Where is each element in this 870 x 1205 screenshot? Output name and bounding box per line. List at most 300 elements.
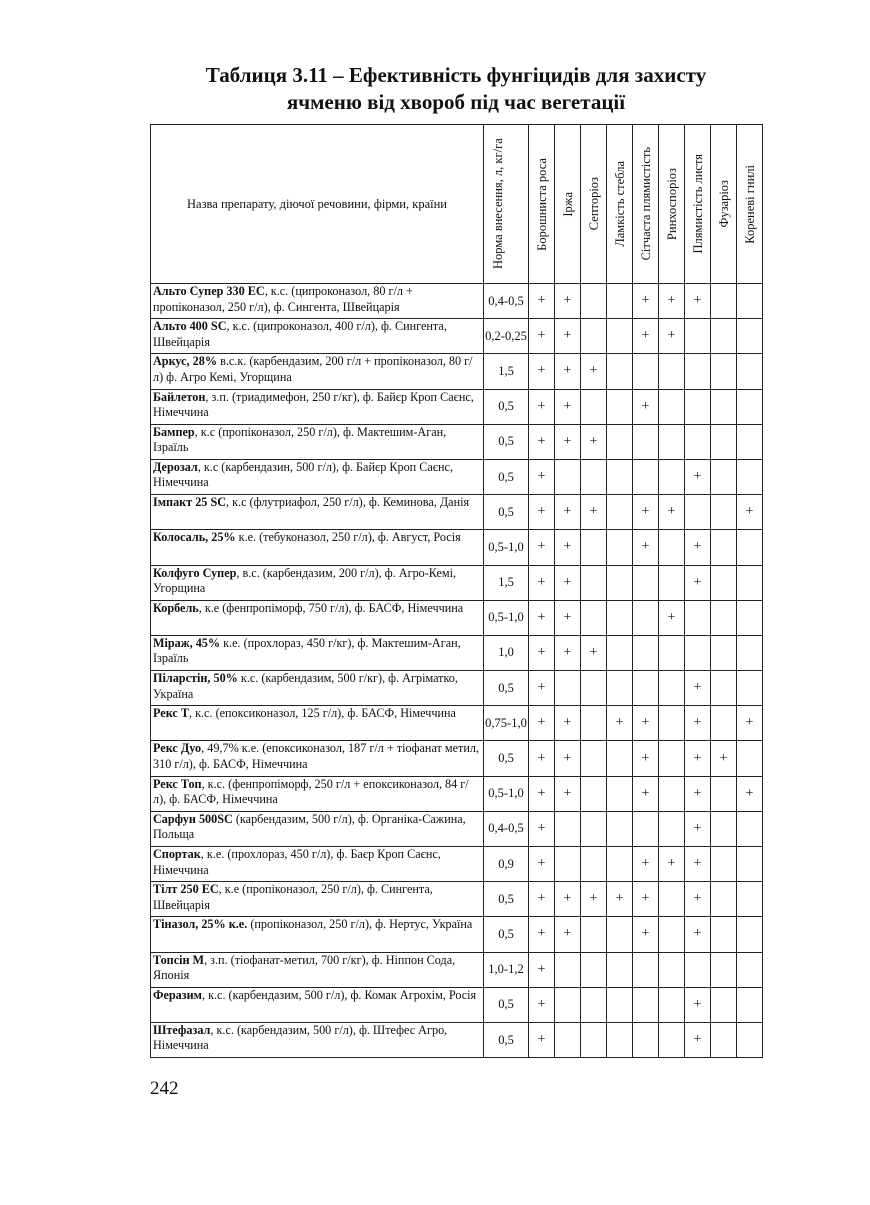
efficacy-mark — [633, 811, 659, 846]
application-rate: 0,5 — [484, 495, 529, 530]
table-row — [151, 354, 763, 389]
application-rate: 0,5 — [484, 389, 529, 424]
product-description: (пропіконазол, 250 г/л), ф. Нертус, Україна — [247, 917, 473, 932]
efficacy-mark — [711, 354, 737, 389]
efficacy-mark — [555, 987, 581, 1022]
efficacy-mark — [633, 424, 659, 459]
product-description: , з.п. (триадимефон, 250 г/кг), ф. Байєр Кроп Саєнс, Німеччина — [153, 389, 474, 420]
table-row — [151, 600, 763, 635]
efficacy-mark: + — [685, 530, 711, 565]
efficacy-mark — [659, 565, 685, 600]
efficacy-mark — [607, 459, 633, 494]
efficacy-mark — [685, 495, 711, 530]
efficacy-mark — [581, 917, 607, 952]
product-cell — [151, 459, 484, 494]
product-name: Дерозал — [153, 459, 198, 474]
efficacy-mark — [607, 811, 633, 846]
table-row — [151, 671, 763, 706]
product-name: Корбель — [153, 600, 199, 615]
efficacy-mark — [555, 811, 581, 846]
efficacy-mark: + — [529, 354, 555, 389]
efficacy-mark: + — [555, 424, 581, 459]
efficacy-mark — [737, 319, 763, 354]
efficacy-mark — [659, 635, 685, 670]
efficacy-mark: + — [633, 882, 659, 917]
efficacy-mark — [711, 635, 737, 670]
header-disease: Фузаріоз — [711, 125, 737, 284]
efficacy-mark — [659, 1022, 685, 1057]
table-row — [151, 530, 763, 565]
application-rate: 0,4-0,5 — [484, 811, 529, 846]
product-cell — [151, 530, 484, 565]
efficacy-mark: + — [529, 389, 555, 424]
efficacy-mark: + — [529, 847, 555, 882]
product-name: Міраж, 45% — [153, 635, 221, 650]
efficacy-mark — [711, 424, 737, 459]
efficacy-mark — [711, 600, 737, 635]
efficacy-mark: + — [529, 459, 555, 494]
efficacy-mark — [685, 389, 711, 424]
product-cell — [151, 600, 484, 635]
efficacy-mark — [685, 424, 711, 459]
efficacy-mark: + — [555, 741, 581, 776]
efficacy-mark: + — [555, 776, 581, 811]
efficacy-mark — [581, 530, 607, 565]
efficacy-mark — [737, 389, 763, 424]
efficacy-mark — [659, 952, 685, 987]
product-name: Тілт 250 ЕС — [153, 882, 219, 897]
efficacy-mark — [737, 530, 763, 565]
efficacy-mark — [685, 600, 711, 635]
efficacy-mark: + — [555, 354, 581, 389]
efficacy-mark: + — [737, 706, 763, 741]
efficacy-mark: + — [555, 319, 581, 354]
efficacy-mark — [711, 917, 737, 952]
efficacy-mark — [737, 917, 763, 952]
product-cell — [151, 987, 484, 1022]
table-row — [151, 706, 763, 741]
application-rate: 0,2-0,25 — [484, 319, 529, 354]
efficacy-mark: + — [685, 917, 711, 952]
product-description: , к.с. (ципроконазол, 80 г/л + пропіконазол, 250 г/л), ф. Сингента, Швейцарія — [153, 284, 413, 314]
efficacy-mark — [659, 776, 685, 811]
efficacy-mark — [555, 671, 581, 706]
efficacy-mark: + — [685, 1022, 711, 1057]
table-title — [150, 62, 762, 116]
efficacy-mark — [737, 741, 763, 776]
application-rate: 1,5 — [484, 565, 529, 600]
efficacy-mark — [607, 284, 633, 319]
product-description: , к.с (карбендазин, 500 г/л), ф. Байєр Кроп Саєнс, Німеччина — [153, 459, 453, 490]
efficacy-mark — [581, 776, 607, 811]
efficacy-mark — [685, 952, 711, 987]
efficacy-mark — [607, 424, 633, 459]
product-description: , к.е. (прохлораз, 450 г/л), ф. Баєр Кроп Саєнс, Німеччина — [153, 847, 441, 877]
product-cell — [151, 671, 484, 706]
efficacy-mark — [711, 284, 737, 319]
efficacy-mark — [581, 600, 607, 635]
efficacy-mark — [711, 389, 737, 424]
efficacy-mark: + — [529, 811, 555, 846]
efficacy-mark — [659, 354, 685, 389]
efficacy-mark — [607, 987, 633, 1022]
application-rate: 0,5-1,0 — [484, 776, 529, 811]
efficacy-mark — [581, 952, 607, 987]
product-description: , к.е (пропіконазол, 250 г/л), ф. Сингента, Швейцарія — [153, 882, 433, 912]
efficacy-mark — [633, 1022, 659, 1057]
table-row — [151, 459, 763, 494]
efficacy-mark — [659, 882, 685, 917]
product-cell — [151, 811, 484, 846]
table-row — [151, 495, 763, 530]
efficacy-mark — [633, 671, 659, 706]
efficacy-mark: + — [685, 671, 711, 706]
table-row — [151, 741, 763, 776]
efficacy-mark — [737, 284, 763, 319]
application-rate: 0,5 — [484, 882, 529, 917]
efficacy-mark — [737, 459, 763, 494]
efficacy-mark — [659, 706, 685, 741]
efficacy-mark — [581, 1022, 607, 1057]
efficacy-mark — [659, 671, 685, 706]
efficacy-mark — [607, 776, 633, 811]
efficacy-mark — [607, 917, 633, 952]
application-rate: 0,5-1,0 — [484, 600, 529, 635]
header-name: Назва препарату, діючої речовини, фірми, країни — [151, 125, 484, 284]
product-name: Альто Супер 330 ЕС — [153, 284, 265, 298]
table-row — [151, 917, 763, 952]
efficacy-mark — [737, 987, 763, 1022]
efficacy-mark — [607, 565, 633, 600]
efficacy-mark — [633, 565, 659, 600]
efficacy-mark — [685, 319, 711, 354]
table-title-line-2: ячменю від хвороб під час вегетації — [286, 90, 626, 114]
header-row — [151, 125, 763, 284]
efficacy-mark: + — [529, 917, 555, 952]
efficacy-mark: + — [737, 776, 763, 811]
product-description: , в.с. (карбендазим, 200 г/л), ф. Агро-Кемі, Угорщина — [153, 565, 457, 595]
efficacy-mark — [737, 565, 763, 600]
efficacy-mark — [659, 389, 685, 424]
efficacy-mark — [659, 530, 685, 565]
product-name: Рекс Т — [153, 706, 189, 721]
efficacy-mark: + — [529, 424, 555, 459]
efficacy-mark — [711, 459, 737, 494]
product-cell — [151, 847, 484, 882]
product-cell — [151, 284, 484, 319]
efficacy-mark — [659, 424, 685, 459]
efficacy-mark — [711, 1022, 737, 1057]
header-disease: Іржа — [555, 125, 581, 284]
table-row — [151, 987, 763, 1022]
table-title-line-1: Таблиця 3.11 – Ефективність фунгіцидів для захисту — [205, 63, 707, 87]
product-cell — [151, 952, 484, 987]
table-row — [151, 847, 763, 882]
product-name: Імпакт 25 SC — [153, 495, 227, 510]
product-cell — [151, 354, 484, 389]
efficacy-mark: + — [555, 389, 581, 424]
efficacy-mark — [737, 847, 763, 882]
header-disease: Ламкість стебла — [607, 125, 633, 284]
efficacy-mark: + — [529, 952, 555, 987]
efficacy-mark: + — [633, 530, 659, 565]
efficacy-mark: + — [685, 847, 711, 882]
product-name: Топсін М — [153, 952, 205, 967]
product-name: Аркус, 28% — [153, 354, 218, 369]
efficacy-mark — [711, 987, 737, 1022]
efficacy-mark — [711, 495, 737, 530]
efficacy-mark: + — [659, 495, 685, 530]
product-name: Спортак — [153, 847, 201, 861]
product-description: , з.п. (тіофанат-метил, 700 г/кг), ф. Ніппон Сода, Японія — [153, 952, 456, 983]
product-name: Штефазал — [153, 1022, 211, 1037]
efficacy-mark: + — [529, 671, 555, 706]
efficacy-mark — [737, 354, 763, 389]
header-disease: Сітчаста плямистість — [633, 125, 659, 284]
efficacy-mark: + — [555, 706, 581, 741]
application-rate: 0,5 — [484, 671, 529, 706]
efficacy-mark — [633, 952, 659, 987]
efficacy-mark — [581, 847, 607, 882]
application-rate: 0,5 — [484, 1022, 529, 1057]
efficacy-mark — [581, 389, 607, 424]
efficacy-mark: + — [529, 565, 555, 600]
table-row — [151, 635, 763, 670]
efficacy-mark: + — [685, 987, 711, 1022]
efficacy-mark: + — [659, 600, 685, 635]
table-row — [151, 952, 763, 987]
table-row — [151, 565, 763, 600]
efficacy-mark — [711, 776, 737, 811]
efficacy-mark: + — [685, 811, 711, 846]
efficacy-mark: + — [633, 706, 659, 741]
header-disease: Септоріоз — [581, 125, 607, 284]
table-row — [151, 389, 763, 424]
product-description: , к.с (пропіконазол, 250 г/л), ф. Мактешим-Аган, Ізраїль — [153, 424, 447, 455]
efficacy-mark — [633, 459, 659, 494]
efficacy-mark: + — [581, 635, 607, 670]
efficacy-mark — [555, 847, 581, 882]
product-description: , к.с. (карбендазим, 500 г/л), ф. Комак Агрохім, Росія — [201, 987, 477, 1002]
product-name: Рекс Дуо — [153, 741, 202, 756]
efficacy-mark — [581, 671, 607, 706]
efficacy-mark: + — [529, 987, 555, 1022]
efficacy-mark — [555, 1022, 581, 1057]
application-rate: 0,4-0,5 — [484, 284, 529, 319]
product-description: , к.с (флутриафол, 250 г/л), ф. Кеминова, Данія — [226, 495, 470, 510]
efficacy-mark: + — [659, 319, 685, 354]
product-description: , 49,7% к.е. (епоксиконазол, 187 г/л + тіофанат метил, 310 г/л), ф. БАСФ, Німеччина — [153, 741, 480, 771]
efficacy-mark: + — [555, 495, 581, 530]
product-name: Піларстін, 50% — [153, 671, 238, 686]
efficacy-mark: + — [555, 917, 581, 952]
efficacy-mark — [711, 847, 737, 882]
efficacy-mark: + — [581, 424, 607, 459]
header-disease: Кореневі гнилі — [737, 125, 763, 284]
efficacy-mark — [607, 389, 633, 424]
page-number: 242 — [150, 1078, 179, 1099]
efficacy-mark: + — [607, 882, 633, 917]
product-cell — [151, 424, 484, 459]
efficacy-mark: + — [685, 565, 711, 600]
efficacy-mark: + — [685, 459, 711, 494]
efficacy-mark: + — [633, 495, 659, 530]
efficacy-mark: + — [633, 776, 659, 811]
efficacy-mark — [607, 319, 633, 354]
efficacy-mark: + — [685, 776, 711, 811]
efficacy-mark: + — [685, 284, 711, 319]
efficacy-mark: + — [633, 847, 659, 882]
product-name: Бампер — [153, 424, 195, 439]
application-rate: 0,5 — [484, 459, 529, 494]
product-name: Колфуго Супер — [153, 565, 237, 580]
efficacy-mark — [737, 424, 763, 459]
product-cell — [151, 635, 484, 670]
efficacy-mark: + — [529, 706, 555, 741]
table-row — [151, 1022, 763, 1057]
product-cell — [151, 1022, 484, 1057]
efficacy-mark — [581, 459, 607, 494]
product-cell — [151, 319, 484, 354]
application-rate: 0,75-1,0 — [484, 706, 529, 741]
efficacy-mark: + — [529, 1022, 555, 1057]
efficacy-mark: + — [555, 600, 581, 635]
efficacy-mark — [659, 741, 685, 776]
product-cell — [151, 882, 484, 917]
efficacy-mark — [685, 635, 711, 670]
efficacy-mark — [633, 354, 659, 389]
efficacy-mark — [581, 319, 607, 354]
efficacy-mark — [581, 565, 607, 600]
application-rate: 0,5 — [484, 741, 529, 776]
efficacy-mark — [737, 635, 763, 670]
table-row — [151, 882, 763, 917]
efficacy-mark — [581, 811, 607, 846]
efficacy-mark: + — [633, 389, 659, 424]
efficacy-mark — [607, 600, 633, 635]
efficacy-mark — [607, 530, 633, 565]
efficacy-mark: + — [633, 917, 659, 952]
header-disease: Ринхоспоріоз — [659, 125, 685, 284]
product-description: , к.с. (епоксиконазол, 125 г/л), ф. БАСФ, Німеччина — [189, 706, 456, 721]
efficacy-mark — [633, 600, 659, 635]
product-description: , к.с. (ципроконазол, 400 г/л), ф. Сингента, Швейцарія — [153, 319, 447, 349]
efficacy-mark — [737, 882, 763, 917]
efficacy-mark — [737, 952, 763, 987]
efficacy-mark — [659, 459, 685, 494]
efficacy-mark: + — [581, 882, 607, 917]
efficacy-mark: + — [633, 319, 659, 354]
efficacy-mark: + — [529, 284, 555, 319]
header-disease: Борошниста роса — [529, 125, 555, 284]
efficacy-mark: + — [581, 354, 607, 389]
product-description: к.е. (прохлораз, 450 г/кг), ф. Мактешим-Аган, Ізраїль — [153, 635, 461, 666]
efficacy-mark — [737, 811, 763, 846]
efficacy-mark: + — [685, 706, 711, 741]
efficacy-mark: + — [659, 284, 685, 319]
efficacy-mark — [659, 987, 685, 1022]
header-disease: Плямистість листя — [685, 125, 711, 284]
efficacy-mark: + — [633, 284, 659, 319]
efficacy-mark — [555, 952, 581, 987]
application-rate: 0,5 — [484, 987, 529, 1022]
efficacy-mark: + — [555, 635, 581, 670]
application-rate: 1,0 — [484, 635, 529, 670]
product-description: , к.е (фенпропіморф, 750 г/л), ф. БАСФ, Німеччина — [198, 600, 464, 615]
efficacy-mark — [607, 635, 633, 670]
application-rate: 0,5 — [484, 917, 529, 952]
efficacy-mark — [607, 952, 633, 987]
efficacy-mark — [607, 495, 633, 530]
table-body — [151, 284, 763, 1058]
product-description: к.е. (тебуконазол, 250 г/л), ф. Август, Росія — [235, 530, 461, 545]
efficacy-mark — [711, 671, 737, 706]
efficacy-mark — [659, 811, 685, 846]
efficacy-mark — [711, 530, 737, 565]
efficacy-mark — [555, 459, 581, 494]
efficacy-mark — [607, 1022, 633, 1057]
product-name: Тіназол, 25% к.е. — [153, 917, 248, 932]
efficacy-mark — [581, 987, 607, 1022]
efficacy-mark — [737, 671, 763, 706]
product-cell — [151, 741, 484, 776]
product-description: в.с.к. (карбендазим, 200 г/л + пропіконазол, 80 г/л) ф. Агро Кемі, Угорщина — [153, 354, 473, 384]
efficacy-mark — [581, 706, 607, 741]
efficacy-mark: + — [555, 284, 581, 319]
table-row — [151, 284, 763, 319]
efficacy-mark: + — [529, 776, 555, 811]
efficacy-mark — [659, 917, 685, 952]
efficacy-mark — [633, 635, 659, 670]
product-description: , к.с. (карбендазим, 500 г/л), ф. Штефес Агро, Німеччина — [153, 1022, 448, 1053]
application-rate: 0,5 — [484, 424, 529, 459]
efficacy-mark — [711, 706, 737, 741]
efficacy-mark: + — [711, 741, 737, 776]
efficacy-mark: + — [607, 706, 633, 741]
table-row — [151, 424, 763, 459]
efficacy-mark: + — [555, 565, 581, 600]
product-description: (карбендазим, 500 г/л), ф. Органіка-Сажина, Польща — [153, 811, 466, 842]
table-row — [151, 319, 763, 354]
efficacy-mark — [737, 600, 763, 635]
application-rate: 0,5-1,0 — [484, 530, 529, 565]
header-rate: Норма внесення, л, кг/га — [484, 125, 529, 284]
product-description: к.с. (карбендазим, 500 г/кг), ф. Агріматко, Україна — [153, 671, 458, 701]
efficacy-mark: + — [633, 741, 659, 776]
efficacy-mark — [581, 741, 607, 776]
efficacy-mark: + — [529, 635, 555, 670]
efficacy-mark: + — [529, 530, 555, 565]
efficacy-mark: + — [555, 882, 581, 917]
efficacy-mark: + — [581, 495, 607, 530]
efficacy-mark: + — [529, 600, 555, 635]
efficacy-mark: + — [529, 882, 555, 917]
efficacy-mark: + — [529, 319, 555, 354]
product-name: Рекс Топ — [153, 776, 202, 791]
table-row — [151, 776, 763, 811]
product-cell — [151, 389, 484, 424]
efficacy-mark: + — [685, 741, 711, 776]
efficacy-mark: + — [529, 741, 555, 776]
efficacy-mark — [711, 319, 737, 354]
efficacy-mark: + — [659, 847, 685, 882]
application-rate: 1,0-1,2 — [484, 952, 529, 987]
efficacy-mark — [737, 1022, 763, 1057]
table-row — [151, 811, 763, 846]
efficacy-mark — [607, 847, 633, 882]
efficacy-mark — [607, 354, 633, 389]
product-name: Колосаль, 25% — [153, 530, 236, 545]
